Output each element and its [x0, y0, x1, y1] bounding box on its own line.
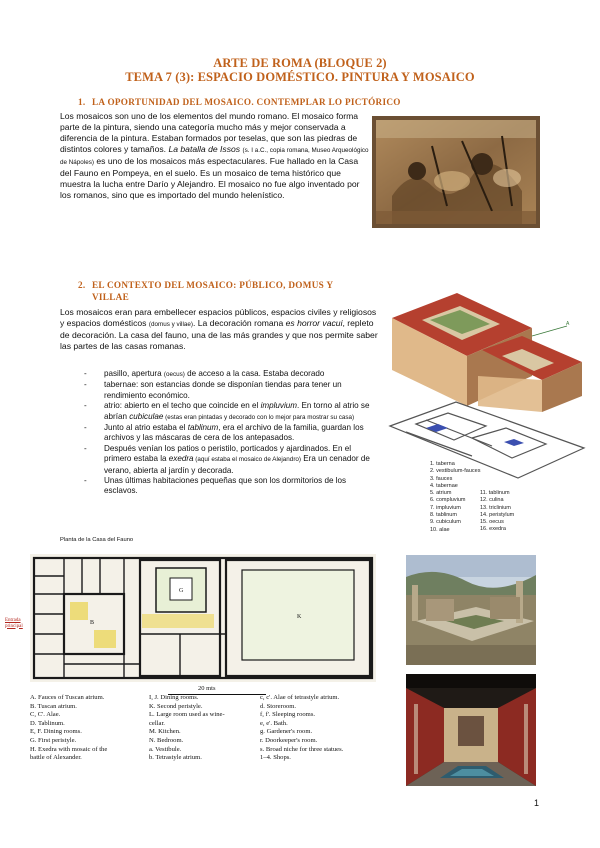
svg-text:K: K [297, 614, 302, 620]
section1-heading: LA OPORTUNIDAD DEL MOSAICO. CONTEMPLAR LO PICTÓRICO [92, 97, 401, 107]
section1-number: 1. [78, 97, 86, 107]
svg-text:G: G [179, 588, 184, 594]
atrium-reconstruction-image [406, 674, 536, 786]
page-number: 1 [534, 798, 540, 808]
section2-heading-line1: EL CONTEXTO DEL MOSAICO: PÚBLICO, DOMUS Y [92, 280, 334, 290]
section2-paragraph [60, 307, 378, 352]
list-item: - Junto al atrio estaba el tablinum, era el archivo de la familia, guardan los archivos y las máscaras de cera de los antepasados. [84, 423, 376, 444]
list-item: - atrio: abierto en el techo que coincide en el impluvium. En torno al atrio se abrían cubiculae (estas eran pintadas y decorado con lo mejor para mostrar su casa) [84, 401, 376, 423]
svg-text:B: B [90, 620, 95, 626]
house-key-col1: 1. taberna 2. vestibulum-fauces 3. fauces 4. tabernae 5. atrium 6. compluvium 7. impluvium 8. tablinum 9. cubiculum 10. alae [430, 461, 481, 533]
list-item: - Después venían los patios o peristilo, porticados y ajardinados. En el primero estaba la exedra (aquí estaba el mosaico de Alejandro) Era un cenador de verano, abierta al jardín y decorada. [84, 444, 376, 476]
section1-text-a: Los mosaicos son uno de los elementos del mundo romano. El mosaico forma parte de la pintura, siendo una categoría mucho más y mejor conservada a diferencia de la pintura. Estaban formados por teselas, que son las piedras de distintos colores y tamaños. [60, 111, 359, 154]
section2-number: 2. [78, 280, 86, 290]
list-item: - pasillo, apertura (oecus) de acceso a la casa. Estaba decorado [84, 369, 376, 380]
section2-italic: es horror vacui [285, 318, 343, 328]
main-entrance-label: Entrada principal [5, 618, 23, 629]
section1-text-b: es uno de los mosaicos más espectaculares. Fue hallado en la Casa del Fauno en Pompeya, en el suelo. Es un mosaico de tema histórico que muestra la lucha entre Darío y Alejandro. El mosaico no fue algo inventado por los romanos, sino que es importado del mundo helenístico. [60, 156, 360, 200]
section2-text-b: . La decoración romana [192, 318, 284, 328]
section1-italic: La batalla de Issos [168, 144, 241, 154]
section2-heading-line2: VILLAE [92, 292, 130, 302]
house-of-faun-floor-plan [30, 554, 376, 682]
house-parts-list [84, 369, 376, 497]
house-key-col2: 11. tablinum 12. culina 13. triclinium 14. peristylum 15. oecus 16. exedra [480, 490, 515, 533]
list-item: - tabernae: son estancias donde se disponían tiendas para tener un rendimiento económico. [84, 380, 376, 401]
list-item: - Unas últimas habitaciones pequeñas que son los dormitorios de los esclavos. [84, 476, 376, 497]
section2-small-note: (domus y villae) [148, 321, 193, 328]
scale-label: 20 mts [198, 685, 216, 692]
plan-caption: Planta de la Casa del Fauno [60, 537, 134, 543]
plan-legend: A. Fauces of Tuscan atrium. B. Tuscan atrium. C, C'. Alae. D. Tablinum. E, F. Dining rooms. G. First peristyle. H. Exedra with mosaic of the battle of Alexander. I, J. Dining rooms. K. Second peristyle. L. Large room used as wine- cellar. M. Kitchen. N. Bedroom. a. Vestibule. b. Tetrastyle atrium. c, c'. Alae of tetrastyle atrium. d. Storeroom. f, f'. Sleeping rooms. e, e'. Bath. g. Gardener's room. r. Doorkeeper's room. s. Broad niche for three statues. 1–4. Shops. [30, 694, 344, 762]
house-of-faun-ruins-photo [406, 555, 536, 665]
document-title: ARTE DE ROMA (BLOQUE 2) [213, 56, 387, 70]
section1-small-note: (s. I a.C., copia romana, Museo Arqueológico de Nápoles) [60, 147, 369, 166]
document-subtitle: TEMA 7 (3): ESPACIO DOMÉSTICO. PINTURA Y MOSAICO [125, 70, 475, 84]
section2-text-c: , repleto de decoración. La casa del fauno, una de las más grandes y que nos permite saber las partes de las casas romanas. [60, 318, 378, 351]
section2-text-a: Los mosaicos eran para embellecer espacios públicos, espacios civiles y religiosos y espacios domésticos [60, 307, 377, 328]
battle-of-issus-mosaic-image [372, 116, 540, 228]
svg-text:A: A [566, 321, 570, 327]
roman-house-plan-drawing [386, 396, 588, 484]
section1-paragraph [60, 111, 370, 201]
